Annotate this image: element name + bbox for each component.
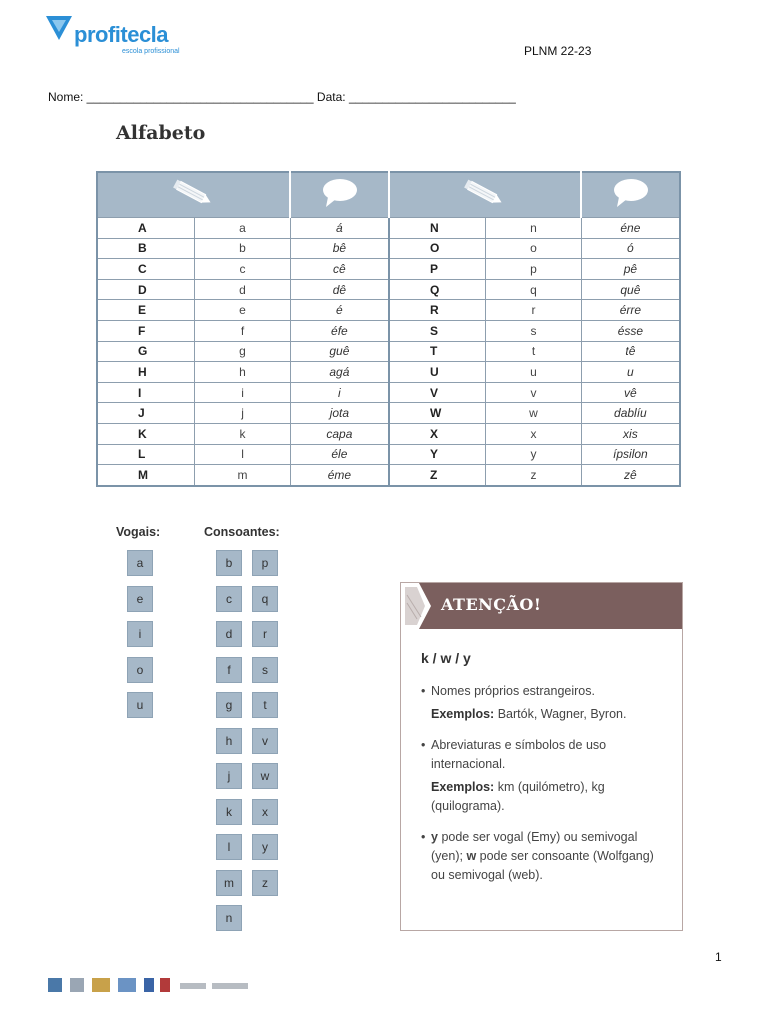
table-header-row: [97, 172, 680, 218]
letter-name: ípsilon: [581, 444, 680, 465]
lowercase-letter: a: [195, 218, 291, 239]
uppercase-letter: X: [389, 423, 486, 444]
letter-tile: z: [252, 870, 278, 896]
letter-name: vê: [581, 382, 680, 403]
letter-name: u: [581, 362, 680, 383]
lowercase-letter: x: [486, 423, 582, 444]
letter-name: éne: [581, 218, 680, 239]
alphabet-row: [97, 218, 680, 239]
lowercase-letter: u: [486, 362, 582, 383]
letter-tile: q: [252, 586, 278, 612]
attention-item-3-text-2: pode ser consoante (Wolfgang) ou semivogal (web).: [431, 849, 654, 882]
alphabet-row: [97, 362, 680, 383]
profitecla-logo: [44, 12, 194, 56]
letter-name: á: [290, 218, 389, 239]
header-write-right: [389, 172, 581, 218]
sponsor-logo: [92, 978, 110, 992]
letter-name: quê: [581, 279, 680, 300]
letter-name: éfe: [290, 320, 389, 341]
uppercase-letter: J: [97, 403, 195, 424]
uppercase-letter: V: [389, 382, 486, 403]
lowercase-letter: f: [195, 320, 291, 341]
letter-y: y: [431, 830, 438, 844]
speech-bubble-icon: [320, 177, 360, 209]
bullet: •: [421, 738, 426, 752]
header-speak-right: [581, 172, 680, 218]
lowercase-letter: q: [486, 279, 582, 300]
attention-item-2: [421, 736, 671, 816]
letter-tile: j: [216, 763, 242, 789]
alphabet-row: [97, 259, 680, 280]
letter-name: cê: [290, 259, 389, 280]
uppercase-letter: F: [97, 320, 195, 341]
alphabet-row: [97, 382, 680, 403]
uppercase-letter: G: [97, 341, 195, 362]
letter-tile: g: [216, 692, 242, 718]
uppercase-letter: N: [389, 218, 486, 239]
bullet: •: [421, 830, 426, 844]
letter-name: érre: [581, 300, 680, 321]
uppercase-letter: D: [97, 279, 195, 300]
letter-tile: c: [216, 586, 242, 612]
letter-tile: t: [252, 692, 278, 718]
letter-tile: b: [216, 550, 242, 576]
course-code: PLNM 22-23: [524, 44, 592, 58]
lowercase-letter: t: [486, 341, 582, 362]
lowercase-letter: i: [195, 382, 291, 403]
letter-name: jota: [290, 403, 389, 424]
uppercase-letter: B: [97, 238, 195, 259]
alphabet-row: [97, 279, 680, 300]
uppercase-letter: I: [97, 382, 195, 403]
sponsor-logo: [144, 978, 154, 992]
letter-tile: a: [127, 550, 153, 576]
lowercase-letter: d: [195, 279, 291, 300]
lowercase-letter: y: [486, 444, 582, 465]
name-date-line: Nome: __________________________________ Data: _________________________: [48, 90, 516, 104]
letter-tile: m: [216, 870, 242, 896]
page-number: 1: [715, 950, 722, 964]
uppercase-letter: U: [389, 362, 486, 383]
alphabet-row: [97, 403, 680, 424]
alphabet-row: [97, 341, 680, 362]
attention-item-3-text-1: pode ser vogal (Emy) ou semivogal (yen);: [431, 830, 638, 863]
letter-w: w: [466, 849, 477, 863]
page-title: Alfabeto: [116, 122, 206, 144]
uppercase-letter: T: [389, 341, 486, 362]
letter-tile: u: [127, 692, 153, 718]
uppercase-letter: P: [389, 259, 486, 280]
letter-tile: o: [127, 657, 153, 683]
sponsor-logo: [160, 978, 170, 992]
letter-tile: w: [252, 763, 278, 789]
letter-name: é: [290, 300, 389, 321]
attention-body: [421, 649, 671, 897]
letter-tile: l: [216, 834, 242, 860]
logo-subtitle: escola profissional: [122, 48, 180, 55]
attention-item-2-example: [431, 778, 671, 816]
uppercase-letter: Z: [389, 465, 486, 486]
letter-tile: n: [216, 905, 242, 931]
folded-corner-icon: [401, 583, 431, 629]
uppercase-letter: E: [97, 300, 195, 321]
attention-subtitle: k / w / y: [421, 650, 471, 666]
letter-name: zê: [581, 465, 680, 486]
logo-text: profitecla: [74, 22, 169, 47]
attention-item-2-text: Abreviaturas e símbolos de uso internacional.: [431, 738, 607, 771]
attention-item-1-text: Nomes próprios estrangeiros.: [431, 684, 595, 698]
letter-name: éme: [290, 465, 389, 486]
sponsor-logo: [118, 978, 136, 992]
lowercase-letter: l: [195, 444, 291, 465]
letter-tile: d: [216, 621, 242, 647]
lowercase-letter: z: [486, 465, 582, 486]
example-text: km (quilómetro), kg (quilograma).: [431, 780, 605, 813]
sponsor-logo: [48, 978, 62, 992]
uppercase-letter: A: [97, 218, 195, 239]
uppercase-letter: W: [389, 403, 486, 424]
lowercase-letter: j: [195, 403, 291, 424]
letter-tile: x: [252, 799, 278, 825]
uppercase-letter: H: [97, 362, 195, 383]
attention-title: ATENÇÃO!: [441, 595, 542, 614]
example-text: Bartók, Wagner, Byron.: [497, 707, 627, 721]
sponsor-logo: [212, 983, 248, 989]
consonants-label: Consoantes:: [204, 525, 280, 539]
letter-tile: r: [252, 621, 278, 647]
letter-name: capa: [290, 423, 389, 444]
uppercase-letter: M: [97, 465, 195, 486]
example-label: Exemplos:: [431, 707, 495, 721]
attention-item-1: [421, 682, 671, 724]
letter-name: xis: [581, 423, 680, 444]
attention-item-3: [421, 828, 671, 885]
lowercase-letter: b: [195, 238, 291, 259]
lowercase-letter: g: [195, 341, 291, 362]
lowercase-letter: r: [486, 300, 582, 321]
alphabet-row: [97, 320, 680, 341]
lowercase-letter: m: [195, 465, 291, 486]
lowercase-letter: c: [195, 259, 291, 280]
alphabet-row: [97, 444, 680, 465]
letter-tile: h: [216, 728, 242, 754]
lowercase-letter: n: [486, 218, 582, 239]
letter-name: bê: [290, 238, 389, 259]
letter-tile: f: [216, 657, 242, 683]
alphabet-row: [97, 465, 680, 486]
letter-tile: v: [252, 728, 278, 754]
uppercase-letter: Q: [389, 279, 486, 300]
speech-bubble-icon: [611, 177, 651, 209]
alphabet-table: [96, 171, 681, 487]
uppercase-letter: O: [389, 238, 486, 259]
logo-triangle-icon: [44, 14, 74, 44]
alphabet-row: [97, 300, 680, 321]
uppercase-letter: S: [389, 320, 486, 341]
sponsor-logo: [70, 978, 84, 992]
attention-header: [401, 583, 682, 629]
letter-name: guê: [290, 341, 389, 362]
lowercase-letter: s: [486, 320, 582, 341]
letter-name: ó: [581, 238, 680, 259]
letter-name: ésse: [581, 320, 680, 341]
letter-tile: y: [252, 834, 278, 860]
header-write-left: [97, 172, 290, 218]
uppercase-letter: Y: [389, 444, 486, 465]
uppercase-letter: R: [389, 300, 486, 321]
lowercase-letter: h: [195, 362, 291, 383]
example-label: Exemplos:: [431, 780, 495, 794]
letter-name: dê: [290, 279, 389, 300]
alphabet-row: [97, 238, 680, 259]
attention-box: [400, 582, 683, 931]
letter-name: éle: [290, 444, 389, 465]
header-speak-left: [290, 172, 389, 218]
footer-logos: [48, 978, 268, 998]
letter-name: i: [290, 382, 389, 403]
letter-name: dablíu: [581, 403, 680, 424]
lowercase-letter: e: [195, 300, 291, 321]
letter-tile: k: [216, 799, 242, 825]
letter-tile: s: [252, 657, 278, 683]
uppercase-letter: L: [97, 444, 195, 465]
lowercase-letter: k: [195, 423, 291, 444]
letter-tile: p: [252, 550, 278, 576]
lowercase-letter: v: [486, 382, 582, 403]
uppercase-letter: K: [97, 423, 195, 444]
vowels-label: Vogais:: [116, 525, 161, 539]
letter-name: tê: [581, 341, 680, 362]
pencil-icon: [462, 176, 508, 210]
letter-name: agá: [290, 362, 389, 383]
bullet: •: [421, 684, 426, 698]
lowercase-letter: p: [486, 259, 582, 280]
sponsor-logo: [180, 983, 206, 989]
pencil-icon: [171, 176, 217, 210]
uppercase-letter: C: [97, 259, 195, 280]
alphabet-row: [97, 423, 680, 444]
letter-tile: i: [127, 621, 153, 647]
lowercase-letter: w: [486, 403, 582, 424]
letter-tile: e: [127, 586, 153, 612]
lowercase-letter: o: [486, 238, 582, 259]
attention-item-1-example: [431, 705, 671, 724]
letter-name: pê: [581, 259, 680, 280]
